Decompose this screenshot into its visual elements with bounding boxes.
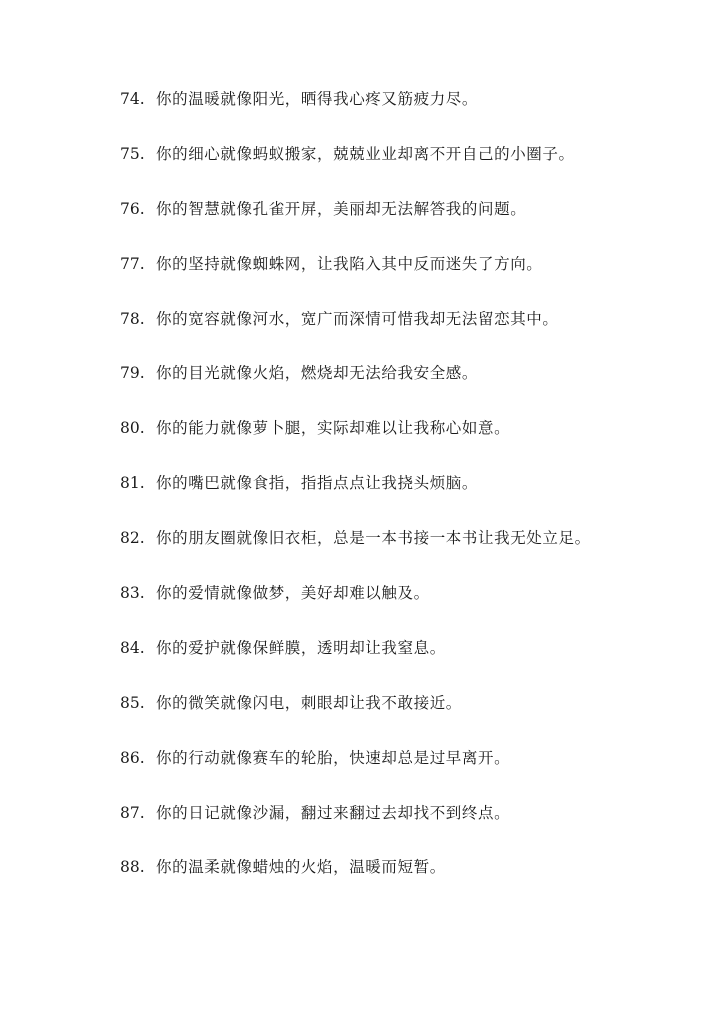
list-item — [120, 743, 680, 798]
list-item-number: 78. — [120, 309, 145, 328]
list-item — [120, 468, 680, 523]
list-item-number: 81. — [120, 474, 145, 493]
list-item-text: 你的坚持就像蜘蛛网，让我陷入其中反而迷失了方向。 — [156, 254, 543, 273]
list-item-text: 你的朋友圈就像旧衣柜，总是一本书接一本书让我无处立足。 — [156, 529, 591, 548]
list-item — [120, 852, 680, 907]
list-item-text: 你的日记就像沙漏，翻过来翻过去却找不到终点。 — [156, 803, 511, 822]
list-item-number: 83. — [120, 584, 145, 603]
list-item — [120, 84, 680, 139]
list-item — [120, 688, 680, 743]
list-item-text: 你的细心就像蚂蚁搬家，兢兢业业却离不开自己的小圈子。 — [156, 144, 575, 163]
list-item-text: 你的宽容就像河水，宽广而深情可惜我却无法留恋其中。 — [156, 309, 559, 328]
list-item — [120, 194, 680, 249]
list-item-number: 74. — [120, 90, 145, 108]
list-item-number: 77. — [120, 254, 145, 273]
list-item-text: 你的爱护就像保鲜膜，透明却让我窒息。 — [156, 638, 446, 657]
list-item — [120, 249, 680, 304]
numbered-list — [120, 84, 680, 907]
list-item-text: 你的智慧就像孔雀开屏，美丽却无法解答我的问题。 — [156, 199, 527, 218]
list-item — [120, 413, 680, 468]
list-item-number: 82. — [120, 529, 145, 548]
list-item — [120, 523, 680, 578]
list-item-text: 你的温暖就像阳光，晒得我心疼又筋疲力尽。 — [156, 90, 479, 108]
list-item-text: 你的行动就像赛车的轮胎，快速却总是过早离开。 — [156, 748, 511, 767]
list-item-number: 75. — [120, 144, 145, 163]
list-item-number: 87. — [120, 803, 145, 822]
list-item-number: 84. — [120, 638, 145, 657]
list-item-text: 你的爱情就像做梦，美好却难以触及。 — [156, 584, 430, 603]
list-item-text: 你的嘴巴就像食指，指指点点让我挠头烦脑。 — [156, 474, 479, 493]
list-item-text: 你的目光就像火焰，燃烧却无法给我安全感。 — [156, 364, 479, 383]
list-item-number: 76. — [120, 199, 145, 218]
list-item-text: 你的温柔就像蜡烛的火焰，温暖而短暂。 — [156, 858, 446, 877]
list-item-text: 你的微笑就像闪电，刺眼却让我不敢接近。 — [156, 693, 462, 712]
list-item — [120, 304, 680, 359]
list-item — [120, 798, 680, 853]
list-item — [120, 139, 680, 194]
list-item-number: 86. — [120, 748, 145, 767]
list-item-number: 79. — [120, 364, 145, 383]
list-item-number: 80. — [120, 419, 145, 438]
list-item — [120, 358, 680, 413]
list-item-number: 88. — [120, 858, 145, 877]
list-item-text: 你的能力就像萝卜腿，实际却难以让我称心如意。 — [156, 419, 511, 438]
list-item — [120, 633, 680, 688]
list-item — [120, 578, 680, 633]
list-item-number: 85. — [120, 693, 145, 712]
